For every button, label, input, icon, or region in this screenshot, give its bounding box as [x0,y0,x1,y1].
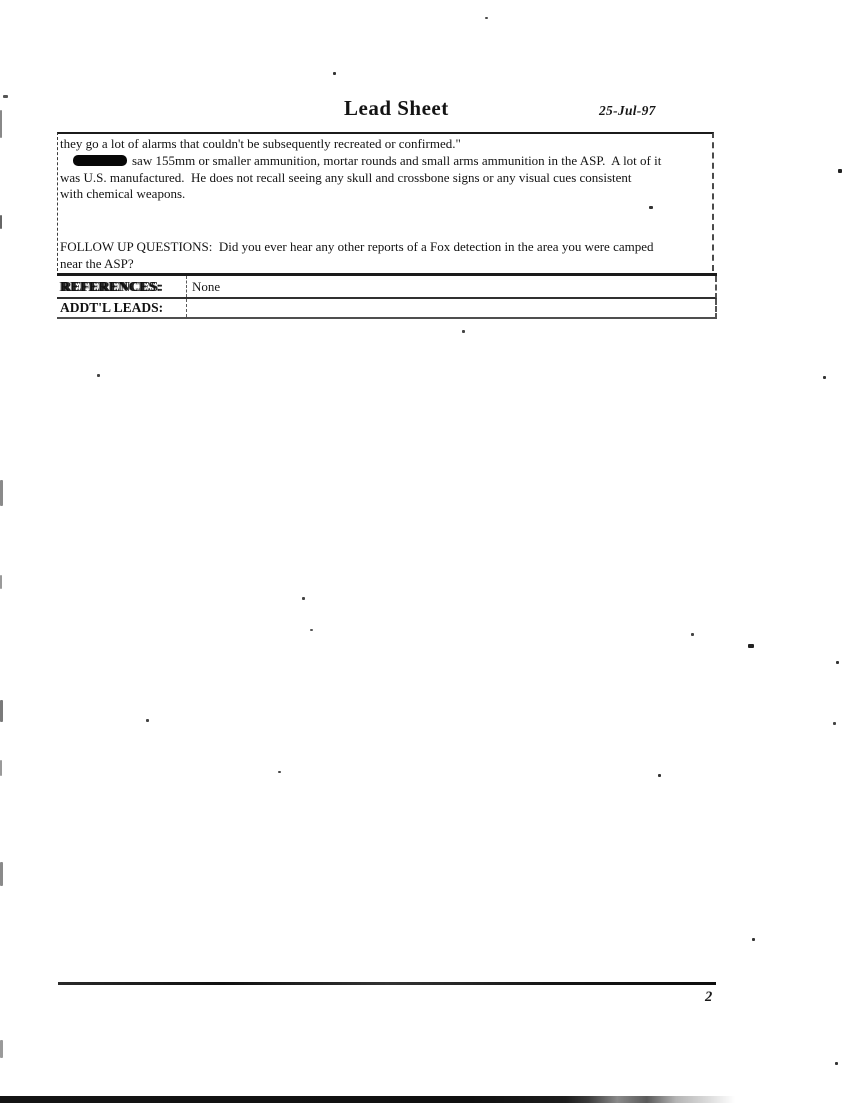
table-row-references [57,276,717,299]
document-date: 25-Jul-97 [599,103,656,118]
narrative-box [57,132,714,271]
scan-speck [752,938,755,941]
scan-speck [0,862,3,886]
scan-speck [0,575,2,589]
redaction-bar [73,155,127,166]
follow-up-line: near the ASP? [60,255,134,271]
scan-speck [0,760,2,776]
scan-speck [146,719,149,722]
references-value: None [186,276,715,297]
references-label: REFERENCES: [60,278,162,294]
scan-speck [836,661,839,664]
addtl-leads-value [186,299,715,317]
scan-speck [835,1062,838,1065]
scan-speck [462,330,465,333]
scan-speck [0,215,2,229]
scan-speck [3,95,8,98]
scan-speck [658,774,661,777]
footer-rule [58,982,716,985]
narrative-line: was U.S. manufactured. He does not recall seeing any skull and crossbone signs or any visual cues consistent [60,169,632,185]
scan-speck [310,629,313,631]
scan-speck [302,597,305,600]
narrative-line: they go a lot of alarms that couldn't be subsequently recreated or confirmed." [60,136,461,151]
references-leads-table [57,273,717,319]
scan-speck [0,1040,3,1058]
table-row-addtl-leads [57,299,717,319]
scan-speck [748,644,754,648]
scan-speck [0,110,2,138]
scan-speck [823,376,826,379]
scan-speck [333,72,336,75]
scan-speck [649,206,653,209]
addtl-leads-label: ADDT'L LEADS: [60,300,164,315]
scan-speck [97,374,100,377]
scan-edge-bar [0,1096,735,1103]
scan-speck [0,480,3,506]
narrative-line: with chemical weapons. [60,186,186,202]
scan-speck [0,700,3,722]
follow-up-questions-block [60,239,712,273]
follow-up-line: FOLLOW UP QUESTIONS: Did you ever hear any other reports of a Fox detection in the area you were camped [60,239,654,255]
scan-speck [485,17,488,19]
page-number: 2 [705,989,713,1005]
scan-speck [838,169,842,173]
narrative-line-with-redaction [60,153,712,170]
scan-speck [833,722,836,725]
page-title: Lead Sheet [344,96,449,120]
scan-speck [691,633,694,636]
narrative-line: saw 155mm or smaller ammunition, mortar rounds and small arms ammunition in the ASP. A lot of it [132,152,662,168]
scan-speck [278,771,281,773]
